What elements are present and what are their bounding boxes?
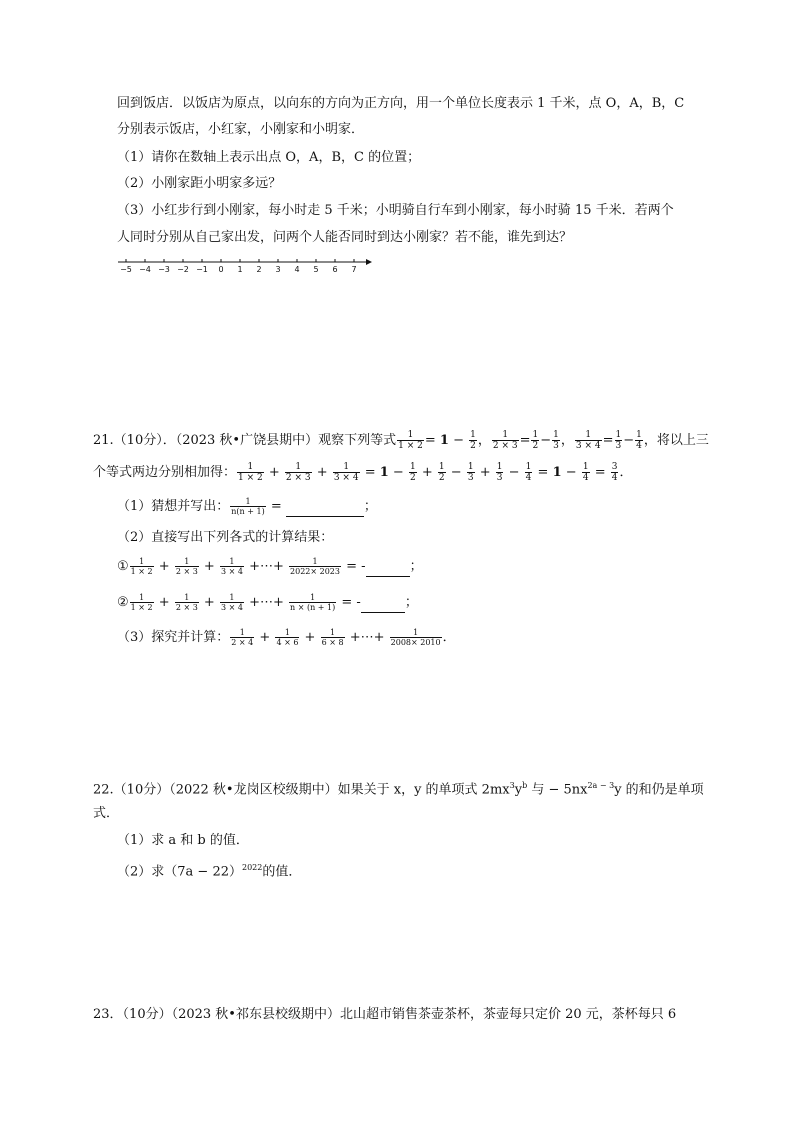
q21-head-text: 21.（10分）．（2023 秋•广饶县期中）观察下列等式 [93, 433, 397, 448]
number-line-tick-label: −5 [120, 265, 132, 274]
q21-sub2: （2）直接写出下列各式的计算结果： [117, 530, 334, 545]
q23-head: 23．（10分）（2023 秋•祁东县校级期中）北山超市销售茶壶茶杯，茶壶每只定价 20 元，茶杯每只 6 [93, 1007, 677, 1022]
number-line-arrow-icon [366, 259, 372, 265]
number-line-tick-label: 7 [351, 265, 357, 274]
q22-sub1: （1）求 a 和 b 的值． [117, 833, 249, 848]
q21-sum-line: 个等式两边分别相加得： $\frac{1}{1 \times 2}$ + $\frac{1}{2 \times 3}$ + $\frac{1}{3 \times 4}$ = 1 − $\frac{1}{2}$ + $\frac{1}{2}$ − $\frac{1}{3}$ + $\frac{1}{3}$ − $\frac{1}{4}$ = 1 − $\frac{1}{4}$ = $\frac{3}{4}$ ． [93, 462, 633, 483]
frac-1-34: $\frac{1}{3 \times 4}$ [575, 430, 601, 451]
q21-item2-answer-blank[interactable] [361, 598, 405, 613]
q21-item1: ① $\frac{1}{1 \times 2}$ + $\frac{1}{2 \times 3}$ + $\frac{1}{3 \times 4}$ +⋯+ $\frac{1}{2022\times 2023}$ = - ； [117, 557, 423, 576]
q20-sub2: （2）小刚家距小明家多远？ [117, 176, 282, 191]
number-line-tick-label: −4 [139, 265, 151, 274]
number-line-tick-label: 2 [256, 265, 262, 274]
q22-head: 22.（10分）（2022 秋•龙岗区校级期中）如果关于 x，y 的单项式 $2mx^3y^b$ 与 − $5nx^{2a - 3}y$ 的和仍是单项 [93, 781, 704, 798]
number-line-tick-label: 6 [332, 265, 338, 274]
q20-line1: 回到饭店．以饭店为原点，以向东的方向为正方向，用一个单位长度表示 1 千米，点 O，A，B，C [117, 96, 685, 111]
number-line-tick-label: 1 [237, 265, 243, 274]
q20-sub3b: 人同时分别从自己家出发，问两个人能否同时到达小刚家？若不能，谁先到达？ [117, 230, 573, 245]
number-line-tick-label: 3 [275, 265, 281, 274]
q20-sub1: （1）请你在数轴上表示出点 O，A，B，C 的位置； [117, 150, 421, 165]
q21-head: 21.（10分）．（2023 秋•广饶县期中）观察下列等式 $\frac{1}{1 \times 2}$ = 1 − $\frac{1}{2}$ ， $\frac{1}{2 \times 3}$ = $\frac{1}{2}$ − $\frac{1}{3}$ ， $\frac{1}{3 \times 4}$ = $\frac{1}{3}$ − $\frac{1}{4}$ ，将以上三 [93, 430, 709, 451]
number-line [116, 256, 376, 278]
q22-line2: 式． [93, 806, 120, 821]
q20-line2: 分别表示饭店，小红家，小刚家和小明家． [117, 122, 365, 137]
q21-item1-answer-blank[interactable] [366, 562, 410, 577]
q21-sub1: （1）猜想并写出： $\frac{1}{n(n + 1)}$ = ； [117, 497, 377, 516]
q21-sub3: （3）探究并计算： $\frac{1}{2 \times 4}$ + $\frac{1}{4 \times 6}$ + $\frac{1}{6 \times 8}$ +⋯+ $\frac{1}{2008\times 2010}$ ． [117, 628, 456, 647]
number-line-tick-label: 4 [294, 265, 300, 274]
number-line-tick-label: 0 [218, 265, 224, 274]
q20-sub3a: （3）小红步行到小刚家，每小时走 5 千米；小明骑自行车到小刚家，每小时骑 15 千米．若两个 [117, 203, 674, 218]
frac-1-12: $\frac{1}{1 \times 2}$ [398, 430, 423, 451]
q22-sub2: （2）求$(7a - 22)^{2022}$的值． [117, 863, 302, 880]
q21-item2: ② $\frac{1}{1 \times 2}$ + $\frac{1}{2 \times 3}$ + $\frac{1}{3 \times 4}$ +⋯+ $\frac{1}{n \times (n + 1)}$ = - ； [117, 593, 418, 612]
q21-sub1-answer-blank[interactable] [286, 502, 364, 517]
number-line-tick-label: 5 [313, 265, 319, 274]
frac-1-23: $\frac{1}{2 \times 3}$ [492, 430, 518, 451]
number-line-tick-label: −3 [158, 265, 170, 274]
number-line-tick-label: −1 [196, 265, 208, 274]
number-line-tick-label: −2 [177, 265, 189, 274]
